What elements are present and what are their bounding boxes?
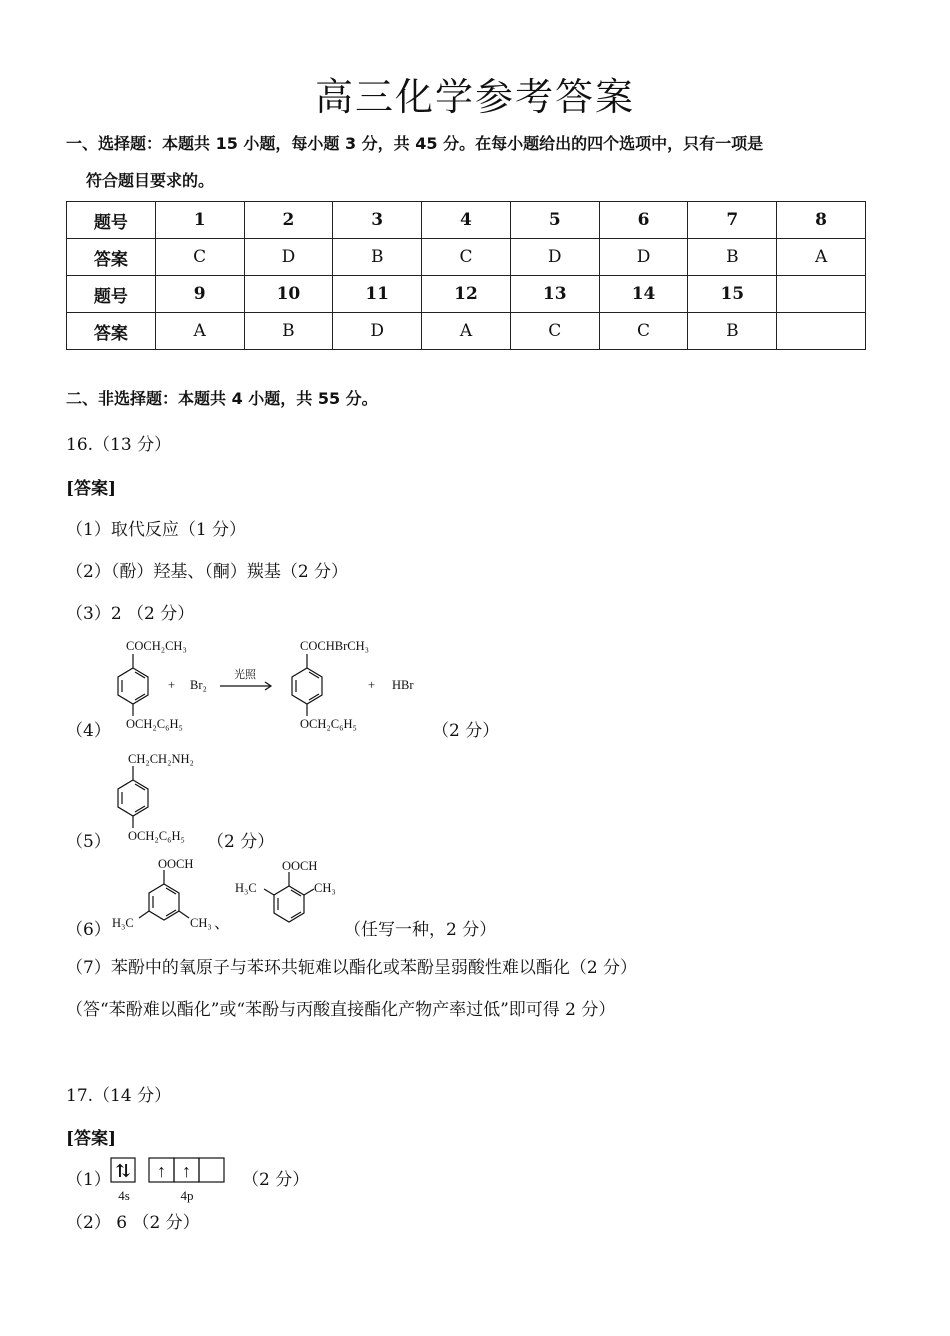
- q16-answer-5-score: （2 分）: [207, 832, 275, 852]
- row-label: 题号: [67, 276, 156, 313]
- answer-cell: B: [688, 313, 777, 350]
- table-row: [67, 202, 866, 239]
- product-bottom-group: OCH₂C₆H₅: [300, 717, 357, 731]
- plus-sign: +: [368, 678, 376, 692]
- answer-cell: D: [599, 239, 688, 276]
- q17-answer-1-score: （2 分）: [242, 1170, 310, 1190]
- table-row: [67, 313, 866, 350]
- question-number: 7: [688, 202, 777, 239]
- product-top-group: COCHBrCH₃: [300, 639, 369, 653]
- plus-sign: +: [168, 678, 176, 692]
- answer-cell: B: [688, 239, 777, 276]
- electron-up: ↑: [157, 1161, 166, 1181]
- answer-cell: A: [422, 313, 511, 350]
- table-row: [67, 239, 866, 276]
- question-number: 13: [510, 276, 599, 313]
- q16-answer-7: （7）苯酚中的氧原子与苯环共轭难以酯化或苯酚呈弱酸性难以酯化（2 分）: [66, 958, 638, 978]
- methyl-group: CH₃: [190, 916, 212, 930]
- question-number: [777, 276, 866, 313]
- answer-cell: A: [155, 313, 244, 350]
- answer-cell: D: [244, 239, 333, 276]
- reactant-top-group: COCH₂CH₃: [126, 639, 187, 653]
- question-number: 4: [422, 202, 511, 239]
- question-number: 14: [599, 276, 688, 313]
- row-label: 答案: [67, 239, 156, 276]
- q17-answer-2: （2） 6 （2 分）: [66, 1213, 200, 1233]
- orbital-box-4p: [199, 1158, 224, 1182]
- row-label: 题号: [67, 202, 156, 239]
- label-4p: 4p: [180, 1188, 194, 1203]
- question-number: 10: [244, 276, 333, 313]
- electron-pair: ⇅: [115, 1161, 131, 1181]
- q16-answer-4-score: （2 分）: [432, 721, 500, 741]
- answer-table: [66, 201, 866, 350]
- amine-structure: [100, 748, 220, 848]
- question-number: 3: [333, 202, 422, 239]
- methyl-group: CH₃: [314, 881, 336, 895]
- question-number: 6: [599, 202, 688, 239]
- separator: 、: [214, 915, 231, 932]
- methyl-group: H₃C: [112, 916, 134, 930]
- table-row: [67, 276, 866, 313]
- answer-cell: D: [510, 239, 599, 276]
- question-number: 9: [155, 276, 244, 313]
- answer-cell: A: [777, 239, 866, 276]
- q16-answer-6-score: （任写一种，2 分）: [344, 920, 497, 940]
- ester-group: OOCH: [158, 857, 194, 871]
- question-number: 5: [510, 202, 599, 239]
- q16-answer-2: （2）（酚）羟基、（酮）羰基（2 分）: [66, 562, 349, 582]
- q17-answer-label: [答案]: [66, 1129, 117, 1149]
- section1-heading-cont: 符合题目要求的。: [86, 171, 215, 190]
- row-label: 答案: [67, 313, 156, 350]
- q16-answer-5-prefix: （5）: [66, 832, 111, 852]
- answer-cell: D: [333, 313, 422, 350]
- answer-cell: C: [510, 313, 599, 350]
- page-title: 高三化学参考答案: [314, 75, 635, 119]
- question-number: 12: [422, 276, 511, 313]
- question-number: 1: [155, 202, 244, 239]
- amine-top-group: CH₂CH₂NH₂: [128, 752, 194, 766]
- methyl-group: H₃C: [235, 881, 257, 895]
- question-number: 15: [688, 276, 777, 313]
- reaction-condition: 光照: [234, 669, 256, 681]
- answer-cell: B: [244, 313, 333, 350]
- answer-cell: C: [155, 239, 244, 276]
- answer-cell: C: [599, 313, 688, 350]
- q16-answer-3: （3）2 （2 分）: [66, 604, 195, 624]
- q17-answer-1-prefix: （1）: [66, 1170, 111, 1190]
- bromine-reagent: Br₂: [190, 678, 207, 692]
- hbr-product: HBr: [392, 678, 414, 692]
- question-number: 11: [333, 276, 422, 313]
- reaction-equation: [100, 632, 440, 736]
- section2-heading: 二、非选择题：本题共 4 小题，共 55 分。: [66, 389, 378, 408]
- q16-header: 16.（13 分）: [66, 435, 172, 455]
- question-number: 8: [777, 202, 866, 239]
- answer-cell: B: [333, 239, 422, 276]
- label-4s: 4s: [118, 1188, 130, 1203]
- q16-answer-1: （1）取代反应（1 分）: [66, 520, 247, 540]
- reactant-bottom-group: OCH₂C₆H₅: [126, 717, 183, 731]
- answer-cell: [777, 313, 866, 350]
- isomer-structures: [106, 854, 346, 938]
- q17-header: 17.（14 分）: [66, 1086, 172, 1106]
- answer-cell: C: [422, 239, 511, 276]
- question-number: 2: [244, 202, 333, 239]
- q16-answer-6-prefix: （6）: [66, 920, 111, 940]
- q16-answer-4-prefix: （4）: [66, 721, 111, 741]
- section1-heading: 一、选择题：本题共 15 小题，每小题 3 分，共 45 分。在每小题给出的四个选项中，只有一项是: [66, 134, 764, 153]
- electron-up: ↑: [182, 1161, 191, 1181]
- q16-answer-7-note: （答“苯酚难以酯化”或“苯酚与丙酸直接酯化产物产率过低”即可得 2 分）: [66, 1000, 616, 1020]
- orbital-diagram: [108, 1154, 238, 1206]
- amine-bottom-group: OCH₂C₆H₅: [128, 829, 185, 843]
- ester-group: OOCH: [282, 859, 318, 873]
- q16-answer-label: [答案]: [66, 479, 117, 499]
